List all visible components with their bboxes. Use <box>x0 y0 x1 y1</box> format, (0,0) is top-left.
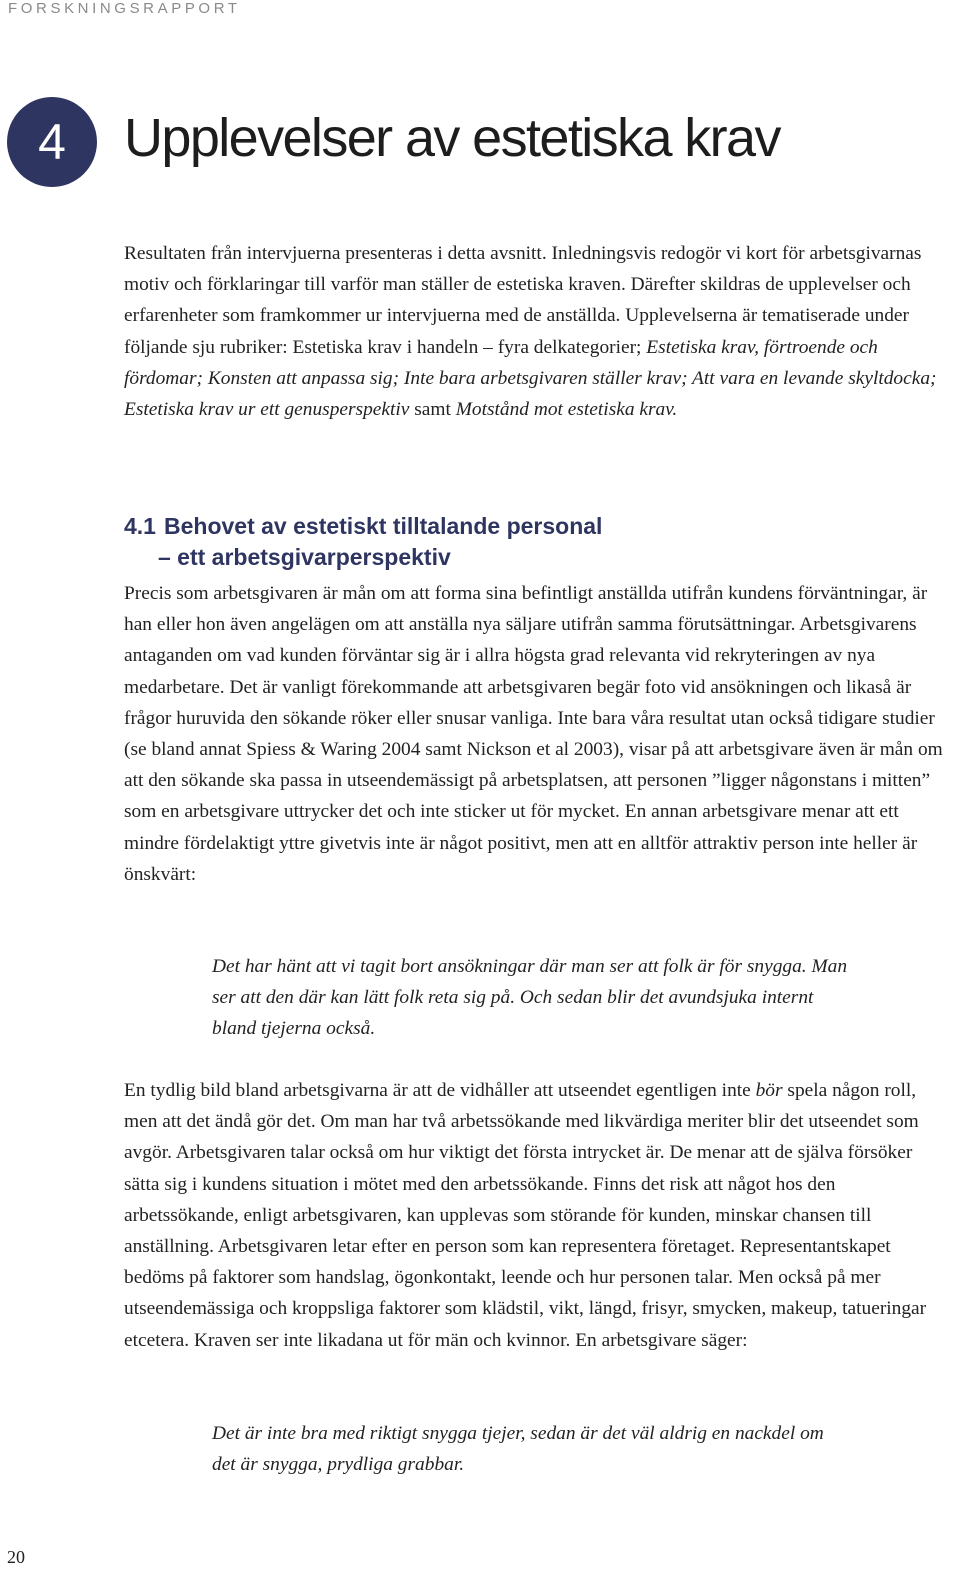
running-header: FORSKNINGSRAPPORT <box>8 0 241 17</box>
section-subtitle: – ett arbetsgivarperspektiv <box>158 544 451 570</box>
page-number: 20 <box>7 1547 25 1567</box>
paragraph3-text-a: En tydlig bild bland arbetsgivarna är att de vidhåller att utseendet egentligen inte <box>124 1080 756 1101</box>
section-title: Behovet av estetiskt tilltalande personal <box>164 513 603 539</box>
block-quote-1: Det har hänt att vi tagit bort ansökningar där man ser att folk är för snygga. Man ser att den där kan lätt folk reta sig på. Och sedan blir det avundsjuka internt bland tjejerna också. <box>212 956 848 1040</box>
paragraph3-text-b: spela någon roll, men att det ändå gör det. Om man har två arbetssökande med likvärdiga meriter blir det utseendet som avgör. Arbetsgivaren talar också om hur viktigt det första intrycket är. De menar att de själva försöker sätta sig i kundens situation i mötet med den arbetssökande. Finns det risk att något hos den arbetssökande, enligt arbetsgivaren, kan upplevas som störande för kunden, minskar chansen till anställning. Arbetsgivaren letar efter en person som kan representera företaget. Representantskapet bedöms på faktorer som handslag, ögonkontakt, leende och hur personen talar. Men också på mer utseendemässiga och kroppsliga faktorer som klädstil, vikt, längd, frisyr, smycken, makeup, tatueringar etcetera. Kraven ser inte likadana ut för män och kvinnor. En arbetsgivare säger: <box>124 1080 927 1351</box>
chapter-number: 4 <box>38 114 66 170</box>
chapter-title: Upplevelser av estetiska krav <box>124 108 780 168</box>
section-heading <box>124 511 602 573</box>
intro-connector: samt <box>409 399 456 421</box>
body-paragraph-2: Precis som arbetsgivaren är mån om att forma sina befintligt anställda utifrån kundens förväntningar, är han eller hon även angelägen om att anställa nya säljare utifrån samma förutsättningar. Arbetsgivarens antaganden om vad kunden förväntar sig är i allra högsta grad relevanta vid rekryteringen av nya medarbetare. Det är vanligt förekommande att arbetsgivaren begär foto vid ansökningen och likaså är frågor huruvida den sökande röker eller snusar vanliga. Inte bara våra resultat utan också tidigare studier (se bland annat Spiess & Waring 2004 samt Nickson et al 2003), visar på att arbetsgivare även är mån om att den sökande ska passa in utseendemässigt på arbetsplatsen, att personen ”ligger någonstans i mitten” som en arbetsgivare uttrycker det och inte sticker ut för mycket. En annan arbetsgivare menar att ett mindre fördelaktigt yttre givetvis inte är något positivt, men att en alltför attraktiv person inte heller är önskvärt: <box>124 583 943 885</box>
intro-text: Resultaten från intervjuerna presenteras i detta avsnitt. Inledningsvis redogör vi kort för arbetsgivarnas motiv och förklaringar till varför man ställer de estetiska kraven. Därefter skildras de upplevelser och erfarenheter som framkommer ur intervjuerna med de anställda. Upplevelserna är tematiserade under följande sju rubriker: Estetiska krav i handeln – fyra delkategorier; <box>124 243 922 358</box>
block-quote-2: Det är inte bra med riktigt snygga tjejer, sedan är det väl aldrig en nackdel om det är snygga, prydliga grabbar. <box>212 1423 824 1476</box>
chapter-number-badge <box>7 97 97 187</box>
paragraph3-italic-word: bör <box>755 1080 783 1101</box>
body-paragraph-3 <box>124 1075 949 1356</box>
intro-paragraph <box>124 238 949 425</box>
intro-italic-last: Motstånd mot estetiska krav. <box>455 399 678 421</box>
intro-italic-list: Estetiska krav, förtroende och fördomar; Konsten att anpassa sig; Inte bara arbetsgivaren ställer krav; Att vara en levande skyltdocka; Estetiska krav ur ett genusperspektiv <box>124 336 937 421</box>
section-number: 4.1 <box>124 513 156 539</box>
